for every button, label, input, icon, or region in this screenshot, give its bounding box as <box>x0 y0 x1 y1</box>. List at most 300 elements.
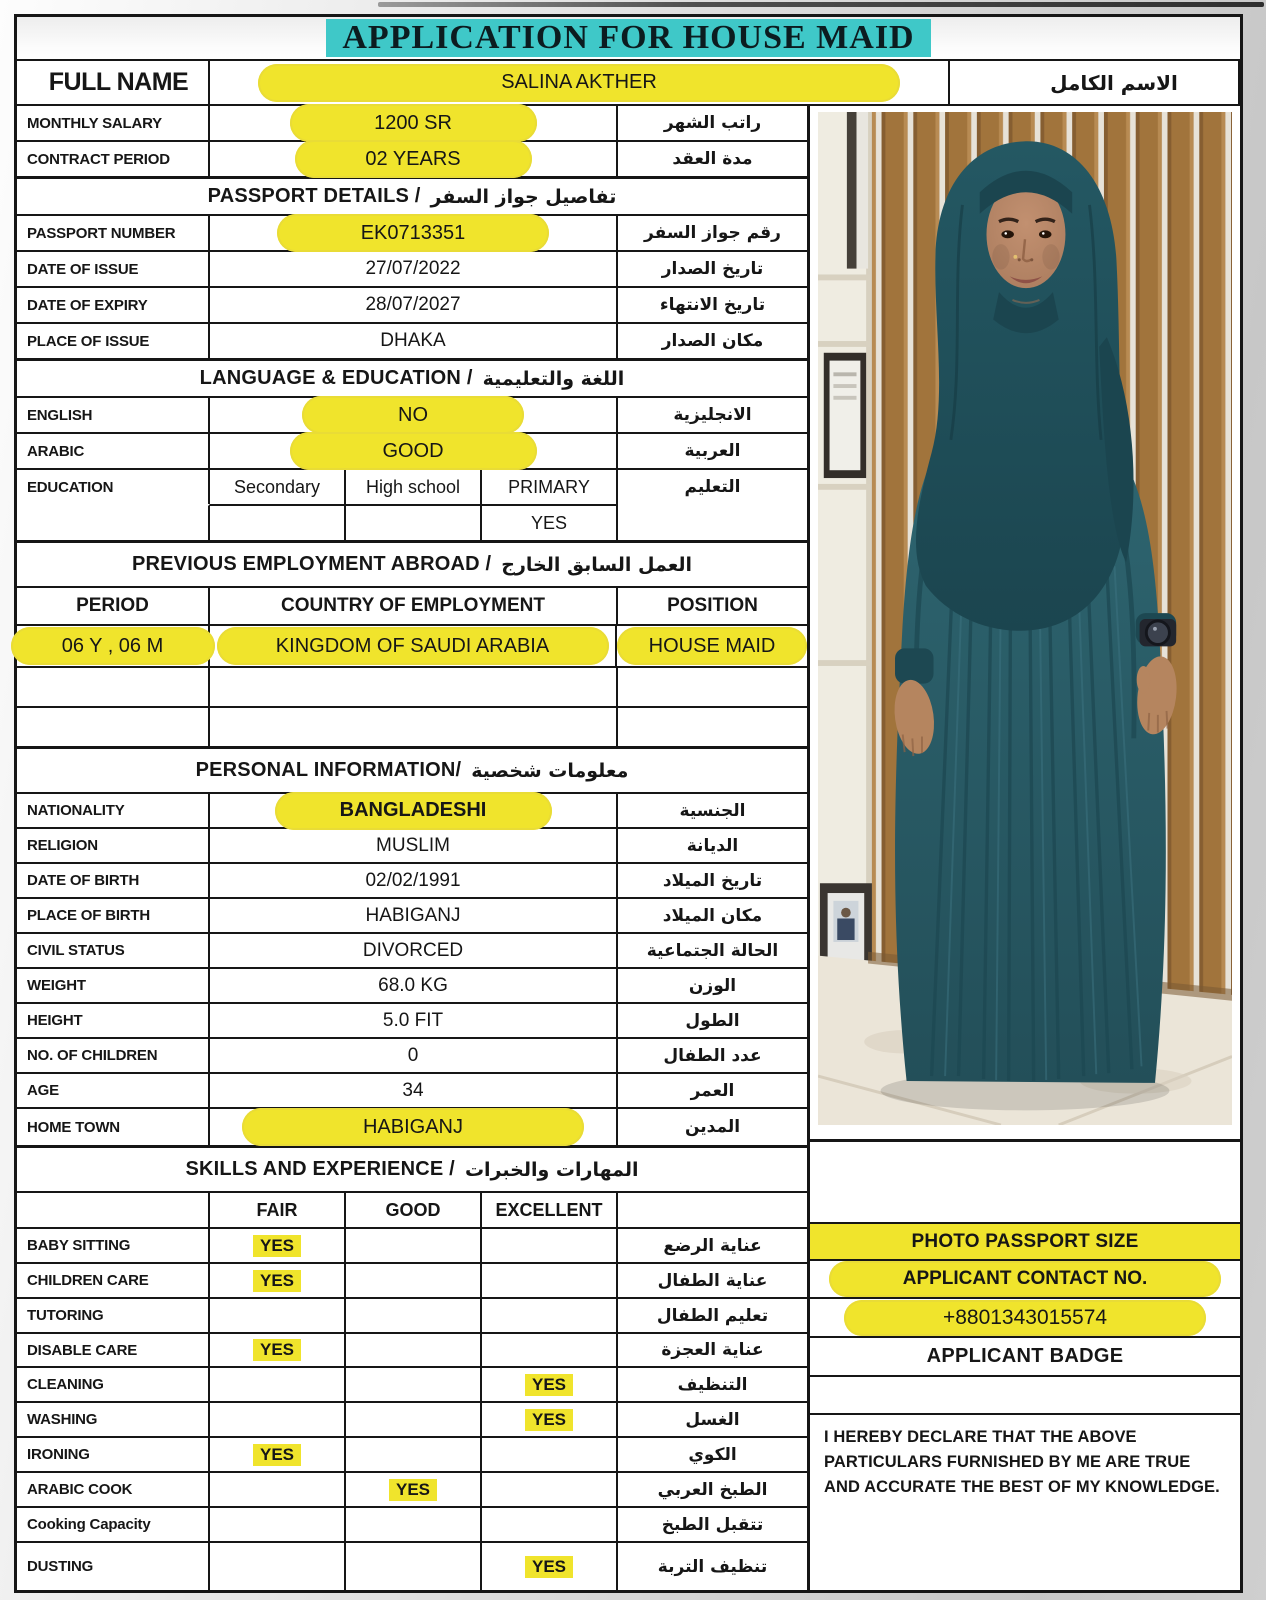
row-nationality <box>17 792 807 827</box>
row-cooking-capacity-cell-sub <box>346 1506 482 1541</box>
row-weight-text: WEIGHT <box>27 977 86 994</box>
row-no-of-children-cell-val <box>210 1037 618 1072</box>
row-contract-period-cell-val <box>210 140 618 176</box>
row-english-cell-val <box>210 396 618 432</box>
row-employment-row-1-cell-cty <box>210 624 617 666</box>
row-skills-columns-cell-lab <box>17 1191 210 1227</box>
row-personal-information-header-text: PERSONAL INFORMATION/ <box>195 759 462 781</box>
row-skills-columns-cell-ara <box>618 1191 807 1227</box>
row-washing-text: WASHING <box>27 1411 98 1428</box>
full-name-arabic-text: الاسم الكامل <box>1050 70 1178 95</box>
row-skills-columns-cell-sub <box>210 1191 346 1227</box>
row-skills-columns-text: GOOD <box>385 1199 441 1220</box>
row-tutoring-cell-sub <box>482 1297 618 1332</box>
row-place-of-issue-cell-val <box>210 322 618 358</box>
row-age-text: AGE <box>27 1082 59 1099</box>
row-washing-cell-sub <box>482 1401 618 1436</box>
row-education-answer-cell-sub <box>482 504 618 540</box>
row-ironing <box>17 1436 807 1471</box>
row-nationality-cell-lab <box>17 792 210 827</box>
row-skills-experience-header-cell-sec <box>17 1145 807 1191</box>
row-age-cell-ara <box>618 1072 807 1107</box>
row-education-answer-cell-sub <box>210 504 346 540</box>
full-name-arabic-label <box>950 59 1240 104</box>
row-home-town-cell-lab <box>17 1107 210 1145</box>
row-english-cell-lab <box>17 396 210 432</box>
row-employment-row-1 <box>17 624 807 666</box>
row-washing-text: الغسل <box>685 1409 740 1430</box>
row-passport-number-cell-lab <box>17 214 210 250</box>
row-date-of-birth <box>17 862 807 897</box>
row-baby-sitting-text: عناية الرضع <box>663 1235 762 1256</box>
row-height-cell-lab <box>17 1002 210 1037</box>
row-no-of-children-text: NO. OF CHILDREN <box>27 1047 158 1064</box>
row-height-text: HEIGHT <box>27 1012 83 1029</box>
row-employment-columns-text: COUNTRY OF EMPLOYMENT <box>281 595 545 616</box>
row-date-of-issue-cell-val <box>210 250 618 286</box>
row-nationality-cell-val <box>210 792 618 827</box>
row-arabic-cook-text: YES <box>389 1479 437 1501</box>
row-education-levels-cell-ara <box>618 468 807 504</box>
row-education-levels-text: Secondary <box>233 476 321 497</box>
row-monthly-salary <box>17 104 807 140</box>
row-skills-columns-cell-sub <box>482 1191 618 1227</box>
row-education-answer <box>17 504 807 540</box>
row-place-of-issue <box>17 322 807 358</box>
row-tutoring-cell-sub <box>210 1297 346 1332</box>
row-contract-period <box>17 140 807 176</box>
row-children-care-cell-sub <box>346 1262 482 1297</box>
row-height-cell-ara <box>618 1002 807 1037</box>
row-cooking-capacity-cell-ara <box>618 1506 807 1541</box>
row-washing-cell-lab <box>17 1401 210 1436</box>
row-employment-row-1-text: HOUSE MAID <box>617 627 807 665</box>
row-baby-sitting <box>17 1227 807 1262</box>
row-monthly-salary-cell-lab <box>17 104 210 140</box>
row-skills-columns-cell-sub <box>346 1191 482 1227</box>
row-height-text: الطول <box>685 1010 740 1031</box>
row-language-education-header <box>17 358 807 396</box>
row-no-of-children-cell-ara <box>618 1037 807 1072</box>
row-passport-details-header-arabic-text: تفاصيل جواز السفر <box>430 185 617 208</box>
row-employment-columns-text: PERIOD <box>76 595 149 616</box>
row-employment-row-1-cell-per <box>17 624 210 666</box>
row-cleaning-cell-sub <box>346 1366 482 1401</box>
row-skills-experience-header-arabic-text: المهارات والخبرات <box>464 1158 639 1181</box>
row-employment-row-2-cell-pos <box>618 666 807 706</box>
row-home-town-cell-val <box>210 1107 618 1145</box>
row-date-of-birth-text: 02/02/1991 <box>365 869 461 891</box>
row-ironing-cell-ara <box>618 1436 807 1471</box>
row-skills-columns <box>17 1191 807 1227</box>
row-home-town <box>17 1107 807 1145</box>
full-name-label <box>17 59 210 104</box>
row-english <box>17 396 807 432</box>
row-date-of-birth-text: DATE OF BIRTH <box>27 872 140 889</box>
row-weight-cell-lab <box>17 967 210 1002</box>
row-tutoring-cell-sub <box>346 1297 482 1332</box>
row-children-care-cell-sub <box>210 1262 346 1297</box>
applicant-badge-label: APPLICANT BADGE <box>810 1336 1240 1375</box>
row-place-of-birth-cell-lab <box>17 897 210 932</box>
row-previous-employment-header-arabic-text: العمل السابق الخارج <box>501 553 693 576</box>
row-civil-status <box>17 932 807 967</box>
row-cooking-capacity-cell-sub <box>482 1506 618 1541</box>
row-employment-row-1-text: 06 Y , 06 M <box>11 627 215 665</box>
row-contract-period-text: CONTRACT PERIOD <box>27 150 170 168</box>
row-arabic-text: ARABIC <box>27 442 85 460</box>
row-cooking-capacity-text: تتقبل الطبخ <box>661 1514 764 1535</box>
row-disable-care-cell-sub <box>210 1332 346 1366</box>
row-baby-sitting-cell-sub <box>346 1227 482 1262</box>
row-english-text: ENGLISH <box>27 406 93 424</box>
full-name-value <box>210 59 950 104</box>
row-monthly-salary-text: 1200 SR <box>290 104 537 142</box>
row-place-of-birth-cell-ara <box>618 897 807 932</box>
row-disable-care-cell-sub <box>482 1332 618 1366</box>
row-passport-details-header <box>17 176 807 214</box>
row-no-of-children-text: 0 <box>407 1044 419 1066</box>
application-form <box>14 14 1243 1593</box>
row-employment-row-3-cell-pos <box>618 706 807 746</box>
row-washing-cell-ara <box>618 1401 807 1436</box>
declaration-spacer <box>810 1375 1240 1413</box>
row-cleaning-text: CLEANING <box>27 1376 104 1393</box>
row-dusting-text: DUSTING <box>27 1558 94 1575</box>
row-washing <box>17 1401 807 1436</box>
scan-edge-artifact <box>378 2 1264 7</box>
row-cooking-capacity-cell-sub <box>210 1506 346 1541</box>
row-education-answer-cell-ara <box>618 504 807 540</box>
row-civil-status-text: DIVORCED <box>362 939 464 961</box>
row-weight-cell-ara <box>618 967 807 1002</box>
row-place-of-issue-text: DHAKA <box>380 330 446 351</box>
photo-panel-spacer <box>810 1139 1240 1222</box>
row-employment-columns-cell-per <box>17 586 210 624</box>
row-education-answer-cell-lab <box>17 504 210 540</box>
applicant-contact-number: +8801343015574 <box>844 1300 1206 1336</box>
row-employment-columns <box>17 586 807 624</box>
row-religion-cell-lab <box>17 827 210 862</box>
row-children-care-cell-ara <box>618 1262 807 1297</box>
row-contract-period-cell-ara <box>618 140 807 176</box>
row-arabic-cook-cell-ara <box>618 1471 807 1506</box>
row-cleaning-cell-sub <box>210 1366 346 1401</box>
row-dusting-cell-sub <box>210 1541 346 1590</box>
row-english-cell-ara <box>618 396 807 432</box>
row-disable-care-text: YES <box>253 1339 301 1361</box>
row-nationality-text: الجنسية <box>679 800 746 821</box>
row-baby-sitting-text: BABY SITTING <box>27 1237 131 1254</box>
row-english-text: الانجليزية <box>673 405 752 425</box>
row-baby-sitting-text: YES <box>253 1235 301 1257</box>
row-children-care-text: CHILDREN CARE <box>27 1272 149 1289</box>
row-date-of-expiry-cell-lab <box>17 286 210 322</box>
photo-panel <box>810 104 1240 1590</box>
row-religion-cell-ara <box>618 827 807 862</box>
row-date-of-issue-cell-lab <box>17 250 210 286</box>
row-religion-text: MUSLIM <box>376 834 450 856</box>
row-monthly-salary-cell-ara <box>618 104 807 140</box>
row-place-of-birth-text: HABIGANJ <box>365 904 461 926</box>
row-arabic-cook-cell-sub <box>210 1471 346 1506</box>
row-date-of-expiry <box>17 286 807 322</box>
row-employment-columns-cell-cty <box>210 586 618 624</box>
row-ironing-text: IRONING <box>27 1446 90 1463</box>
row-education-levels-text: EDUCATION <box>27 478 114 496</box>
row-dusting-cell-ara <box>618 1541 807 1590</box>
row-date-of-issue-text: تاريخ الصدار <box>661 259 764 279</box>
row-weight-text: الوزن <box>688 975 737 996</box>
row-cleaning-cell-sub <box>482 1366 618 1401</box>
page-title: APPLICATION FOR HOUSE MAID <box>326 19 930 57</box>
row-height-text: 5.0 FIT <box>382 1009 444 1031</box>
row-weight-cell-val <box>210 967 618 1002</box>
row-disable-care-cell-ara <box>618 1332 807 1366</box>
row-weight <box>17 967 807 1002</box>
row-religion <box>17 827 807 862</box>
row-ironing-cell-lab <box>17 1436 210 1471</box>
row-washing-text: YES <box>525 1409 573 1431</box>
row-skills-columns-text: FAIR <box>256 1199 298 1220</box>
row-nationality-text: NATIONALITY <box>27 802 125 819</box>
row-arabic-cell-val <box>210 432 618 468</box>
row-employment-row-2-cell-cty <box>210 666 618 706</box>
row-disable-care-cell-lab <box>17 1332 210 1366</box>
row-place-of-issue-text: مكان الصدار <box>661 331 764 351</box>
row-washing-cell-sub <box>210 1401 346 1436</box>
row-personal-information-header <box>17 746 807 792</box>
row-monthly-salary-text: MONTHLY SALARY <box>27 114 162 132</box>
row-height <box>17 1002 807 1037</box>
row-place-of-birth-text: PLACE OF BIRTH <box>27 907 151 924</box>
row-baby-sitting-cell-sub <box>210 1227 346 1262</box>
row-arabic-cell-lab <box>17 432 210 468</box>
row-age-cell-lab <box>17 1072 210 1107</box>
row-arabic-cook-cell-sub <box>346 1471 482 1506</box>
row-passport-number-text: PASSPORT NUMBER <box>27 224 176 242</box>
row-no-of-children-cell-lab <box>17 1037 210 1072</box>
row-civil-status-text: الحالة الجتماعية <box>646 940 779 961</box>
row-disable-care <box>17 1332 807 1366</box>
row-ironing-cell-sub <box>346 1436 482 1471</box>
row-age <box>17 1072 807 1107</box>
row-arabic-cook-cell-sub <box>482 1471 618 1506</box>
row-arabic-cook-text: الطبخ العربي <box>657 1479 768 1500</box>
row-date-of-birth-cell-val <box>210 862 618 897</box>
form-fields-column <box>17 104 810 1590</box>
row-dusting-cell-lab <box>17 1541 210 1590</box>
row-nationality-cell-ara <box>618 792 807 827</box>
row-english-text: NO <box>302 396 524 434</box>
row-weight-text: 68.0 KG <box>378 974 448 996</box>
row-home-town-text: HOME TOWN <box>27 1118 120 1136</box>
row-civil-status-cell-val <box>210 932 618 967</box>
row-civil-status-cell-lab <box>17 932 210 967</box>
row-employment-row-3-cell-cty <box>210 706 618 746</box>
row-religion-text: RELIGION <box>27 837 98 854</box>
row-arabic-text: العربية <box>684 441 741 461</box>
row-date-of-issue-cell-ara <box>618 250 807 286</box>
row-date-of-issue <box>17 250 807 286</box>
applicant-contact-number-row <box>810 1297 1240 1336</box>
row-disable-care-text: عناية العجزة <box>661 1340 764 1360</box>
row-employment-row-3 <box>17 706 807 746</box>
row-height-cell-val <box>210 1002 618 1037</box>
row-cleaning-cell-lab <box>17 1366 210 1401</box>
row-passport-number-cell-val <box>210 214 618 250</box>
row-disable-care-cell-sub <box>346 1332 482 1366</box>
row-ironing-text: الكوي <box>688 1444 737 1465</box>
row-passport-details-header-text: PASSPORT DETAILS / <box>207 185 421 207</box>
row-washing-cell-sub <box>346 1401 482 1436</box>
row-home-town-cell-ara <box>618 1107 807 1145</box>
row-home-town-text: HABIGANJ <box>242 1108 584 1146</box>
row-cleaning-text: التنظيف <box>677 1374 748 1395</box>
applicant-photo-illustration <box>818 112 1232 1125</box>
row-cooking-capacity-cell-lab <box>17 1506 210 1541</box>
row-passport-details-header-cell-sec <box>17 176 807 214</box>
row-passport-number-text: EK0713351 <box>277 214 549 252</box>
row-employment-columns-cell-pos <box>618 586 807 624</box>
row-passport-number-text: رقم جواز السفر <box>644 223 781 243</box>
row-place-of-birth-cell-val <box>210 897 618 932</box>
row-nationality-text: BANGLADESHI <box>275 792 552 830</box>
row-tutoring-text: TUTORING <box>27 1307 104 1324</box>
row-baby-sitting-cell-ara <box>618 1227 807 1262</box>
row-personal-information-header-arabic-text: معلومات شخصية <box>471 759 629 782</box>
row-education-levels-text: High school <box>365 476 461 497</box>
form-title-row <box>17 17 1240 59</box>
row-date-of-birth-cell-lab <box>17 862 210 897</box>
row-previous-employment-header <box>17 540 807 586</box>
row-language-education-header-cell-sec <box>17 358 807 396</box>
row-full-name <box>17 59 1240 104</box>
row-employment-row-1-cell-pos <box>617 624 807 666</box>
row-date-of-expiry-text: تاريخ الانتهاء <box>659 295 766 315</box>
row-civil-status-text: CIVIL STATUS <box>27 942 125 959</box>
row-passport-number <box>17 214 807 250</box>
row-contract-period-text: مدة العقد <box>672 149 753 169</box>
row-cleaning-text: YES <box>525 1374 573 1396</box>
row-dusting-cell-sub <box>346 1541 482 1590</box>
full-name-label-text: FULL NAME <box>48 68 189 96</box>
row-education-levels-cell-sub <box>210 468 346 504</box>
row-place-of-birth <box>17 897 807 932</box>
row-age-text: العمر <box>690 1080 735 1101</box>
row-skills-experience-header <box>17 1145 807 1191</box>
row-education-levels-cell-lab <box>17 468 210 504</box>
row-employment-row-2-cell-per <box>17 666 210 706</box>
row-employment-row-3-cell-per <box>17 706 210 746</box>
row-dusting <box>17 1541 807 1590</box>
row-education-levels-cell-sub <box>482 468 618 504</box>
row-arabic-cook-text: ARABIC COOK <box>27 1481 133 1498</box>
row-date-of-birth-cell-ara <box>618 862 807 897</box>
row-tutoring-text: تعليم الطفال <box>656 1305 769 1326</box>
row-place-of-issue-cell-ara <box>618 322 807 358</box>
row-education-levels-text: PRIMARY <box>508 476 590 497</box>
row-contract-period-cell-lab <box>17 140 210 176</box>
row-no-of-children <box>17 1037 807 1072</box>
row-no-of-children-text: عدد الطفال <box>663 1045 762 1066</box>
row-age-cell-val <box>210 1072 618 1107</box>
row-age-text: 34 <box>402 1079 424 1101</box>
row-skills-columns-text: EXCELLENT <box>495 1199 603 1220</box>
row-date-of-expiry-cell-val <box>210 286 618 322</box>
row-arabic-text: GOOD <box>290 432 537 470</box>
photo-passport-size-label: PHOTO PASSPORT SIZE <box>810 1222 1240 1259</box>
row-education-levels <box>17 468 807 504</box>
row-ironing-text: YES <box>253 1444 301 1466</box>
applicant-photo <box>810 104 1240 1139</box>
row-passport-number-cell-ara <box>618 214 807 250</box>
row-date-of-expiry-cell-ara <box>618 286 807 322</box>
row-language-education-header-arabic-text: اللغة والتعليمية <box>482 367 625 390</box>
row-cooking-capacity <box>17 1506 807 1541</box>
row-place-of-issue-text: PLACE OF ISSUE <box>27 332 150 350</box>
row-baby-sitting-cell-sub <box>482 1227 618 1262</box>
row-arabic-cook-cell-lab <box>17 1471 210 1506</box>
row-monthly-salary-cell-val <box>210 104 618 140</box>
row-arabic-cook <box>17 1471 807 1506</box>
row-children-care-cell-sub <box>482 1262 618 1297</box>
form-body <box>17 104 1240 1590</box>
row-education-answer-cell-sub <box>346 504 482 540</box>
applicant-contact-label: APPLICANT CONTACT NO. <box>829 1261 1221 1297</box>
row-date-of-issue-text: DATE OF ISSUE <box>27 260 139 278</box>
row-cleaning <box>17 1366 807 1401</box>
row-children-care-text: YES <box>253 1270 301 1292</box>
row-previous-employment-header-text: PREVIOUS EMPLOYMENT ABROAD / <box>131 553 492 575</box>
row-education-levels-text: التعليم <box>684 477 741 497</box>
row-tutoring-cell-ara <box>618 1297 807 1332</box>
row-cooking-capacity-text: Cooking Capacity <box>27 1516 151 1533</box>
row-tutoring <box>17 1297 807 1332</box>
row-civil-status-cell-ara <box>618 932 807 967</box>
row-ironing-cell-sub <box>210 1436 346 1471</box>
row-dusting-cell-sub <box>482 1541 618 1590</box>
row-disable-care-text: DISABLE CARE <box>27 1341 138 1359</box>
row-education-levels-cell-sub <box>346 468 482 504</box>
declaration-text: I HEREBY DECLARE THAT THE ABOVE PARTICULARS FURNISHED BY ME ARE TRUE AND ACCURATE THE BEST OF MY KNOWLEDGE. <box>810 1413 1240 1590</box>
applicant-contact-label-row <box>810 1259 1240 1297</box>
row-ironing-cell-sub <box>482 1436 618 1471</box>
row-baby-sitting-cell-lab <box>17 1227 210 1262</box>
row-contract-period-text: 02 YEARS <box>295 140 532 178</box>
row-personal-information-header-cell-sec <box>17 746 807 792</box>
row-dusting-text: YES <box>525 1556 573 1578</box>
row-language-education-header-text: LANGUAGE & EDUCATION / <box>199 367 473 389</box>
row-arabic <box>17 432 807 468</box>
row-place-of-issue-cell-lab <box>17 322 210 358</box>
row-date-of-expiry-text: 28/07/2027 <box>365 294 461 315</box>
row-employment-row-2 <box>17 666 807 706</box>
row-children-care <box>17 1262 807 1297</box>
row-education-answer-text: YES <box>530 512 568 533</box>
full-name-value-text: SALINA AKTHER <box>258 64 900 102</box>
row-monthly-salary-text: راتب الشهر <box>663 113 762 133</box>
row-tutoring-cell-lab <box>17 1297 210 1332</box>
row-employment-row-1-text: KINGDOM OF SAUDI ARABIA <box>217 627 609 665</box>
row-children-care-cell-lab <box>17 1262 210 1297</box>
row-dusting-text: تنظيف التربة <box>657 1556 768 1577</box>
row-date-of-birth-text: تاريخ الميلاد <box>662 870 763 891</box>
row-arabic-cell-ara <box>618 432 807 468</box>
row-religion-text: الديانة <box>686 835 739 856</box>
row-employment-columns-text: POSITION <box>667 595 758 616</box>
row-previous-employment-header-cell-sec <box>17 540 807 586</box>
